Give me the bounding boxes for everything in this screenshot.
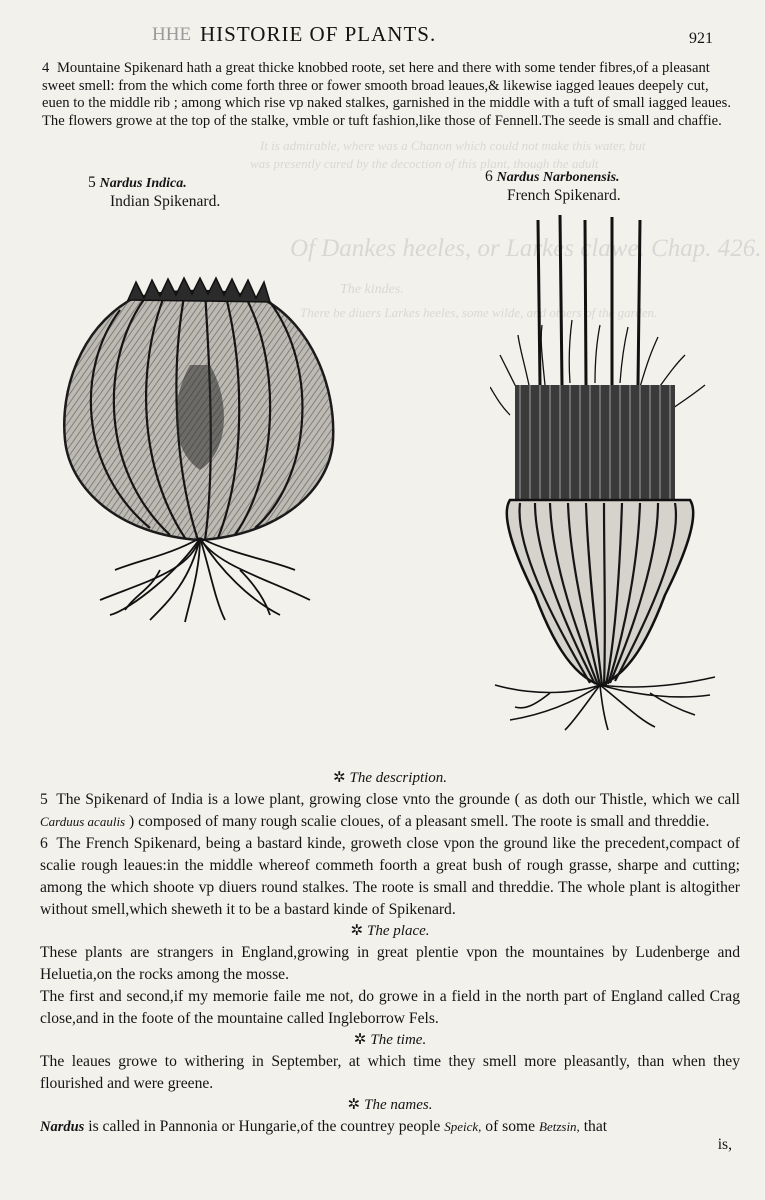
vernacular-name: Speick,	[444, 1119, 482, 1134]
vernacular-name: Betzsin,	[539, 1119, 580, 1134]
paragraph-text: of some	[485, 1118, 536, 1135]
figure-latin-name: Nardus Narbonensis.	[496, 170, 620, 185]
place-heading	[40, 921, 740, 942]
indian-spikenard-woodcut	[40, 270, 360, 630]
paragraph-4	[42, 60, 737, 130]
asterisk-ornament-icon: ✲	[353, 1032, 367, 1048]
figure-caption-left	[88, 174, 220, 211]
names-heading	[40, 1095, 740, 1116]
asterisk-ornament-icon: ✲	[350, 923, 364, 939]
paragraph-number: 4	[42, 60, 50, 76]
time-paragraph: The leaues growe to withering in September, at which time they smell more pleasantly, than when they flourished and were greene.	[40, 1053, 740, 1092]
figure-caption-right	[485, 168, 621, 205]
bleed-through-chapter: Of Dankes heeles, or Larkes clawe. Chap. 426.	[290, 235, 762, 262]
paragraph-text: The French Spikenard, being a bastard kinde, groweth close vpon the ground like the precedent,compact of scalie rough leaues:in the middle whereof commeth foorth a great bush of rough grasse, sharpe and cutting; among the which shoote vp diuers round stalkes. The roote is small and threddie. The whole plant is altogither without smell,which sheweth it to be a bastard kinde of Spikenard.	[40, 835, 740, 918]
header-ghost-text: HHE	[152, 24, 192, 45]
bleed-through-kinds-text: There be diuers Larkes heeles, some wilde, and others of the garden.	[300, 305, 658, 320]
figure-latin-name: Nardus Indica.	[99, 176, 187, 191]
page-number: 921	[689, 30, 713, 47]
paragraph-text: that	[583, 1118, 608, 1135]
heading-text: The names.	[364, 1097, 433, 1113]
latin-name: Nardus	[40, 1119, 85, 1135]
latin-name: Carduus acaulis	[40, 814, 126, 829]
figure-english-name: French Spikenard.	[507, 187, 621, 204]
place-paragraph-2: The first and second,if my memorie faile me not, do growe in a field in the north part of England called Crag close,and in the foote of the mountaine called Ingleborrow Fels.	[40, 988, 740, 1027]
paragraph-number: 6	[40, 835, 48, 852]
french-spikenard-woodcut	[490, 215, 720, 735]
description-heading	[40, 768, 740, 789]
figure-number: 5	[88, 174, 96, 191]
description-paragraph-5	[40, 789, 740, 833]
paragraph-text: The Spikenard of India is a lowe plant, growing close vnto the grounde ( as doth our Thistle, which we call	[56, 791, 740, 808]
text-body	[40, 768, 740, 1156]
paragraph-text: is called in Pannonia or Hungarie,of the countrey people	[88, 1118, 441, 1135]
paragraph-text: Mountaine Spikenard hath a great thicke knobbed roote, set here and there with some tender fibres,of a pleasant sweet smell: from the which come forth three or fower smooth broad leaues,& likewise iagged leaues deepely cut, euen to the middle rib ; among which rise vp naked stalkes, garnished in the middle with a tuft of small iagged leaues. The flowers growe at the top of the stalke, vmble or tuft fashion,like those of Fennell.The seede is small and chaffie.	[42, 60, 731, 129]
page-title: HISTORIE OF PLANTS.	[200, 22, 437, 46]
place-paragraph-1: These plants are strangers in England,growing in great plentie vpon the mountaines by Ludenberge and Heluetia,on the rocks among the mosse.	[40, 944, 740, 983]
description-paragraph-6	[40, 833, 740, 921]
catchword: is,	[717, 1136, 732, 1153]
bleed-through-line: It is admirable, where was a Chanon which could not make this water, but	[260, 138, 646, 153]
figure-number: 6	[485, 168, 493, 185]
running-header	[0, 22, 765, 48]
time-heading	[40, 1030, 740, 1051]
figure-english-name: Indian Spikenard.	[110, 193, 221, 210]
asterisk-ornament-icon: ✲	[332, 770, 346, 786]
paragraph-number: 5	[40, 791, 48, 808]
heading-text: The place.	[367, 923, 430, 939]
heading-text: The description.	[349, 770, 448, 786]
heading-text: The time.	[370, 1032, 427, 1048]
bleed-through-line: was presently cured by the decoction of this plant, though the adult	[250, 156, 599, 171]
bleed-through-kinds-label: The kindes.	[340, 282, 404, 297]
asterisk-ornament-icon: ✲	[347, 1097, 361, 1113]
paragraph-text: ) composed of many rough scalie cloues, of a pleasant smell. The roote is small and threddie.	[129, 813, 710, 830]
